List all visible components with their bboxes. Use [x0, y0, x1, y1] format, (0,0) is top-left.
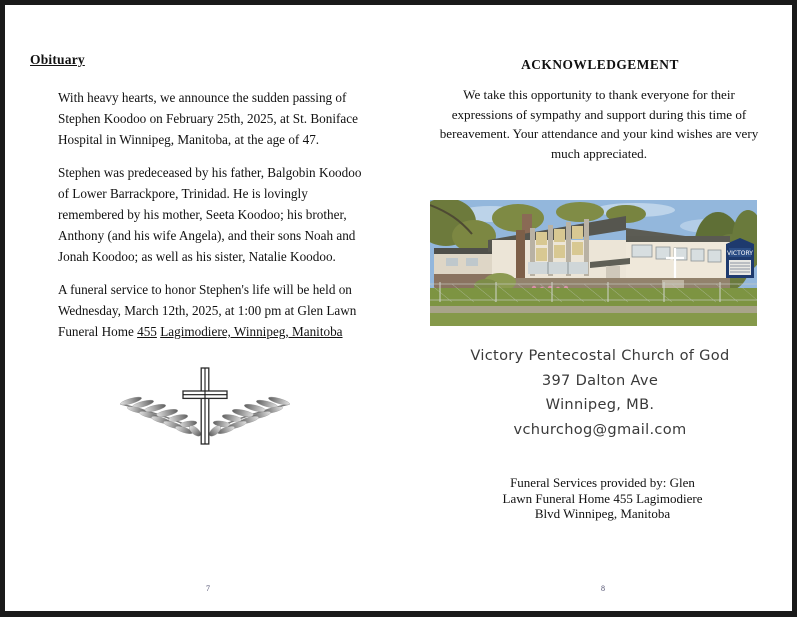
right-page	[403, 5, 797, 611]
acknowledgement-heading: ACKNOWLEDGEMENT	[521, 57, 679, 72]
obituary-paragraph: Stephen was predeceased by his father, Balgobin Koodoo of Lower Barrackpore, Trinidad. He is lovingly remembered by his mother, Seeta Koodoo; his brother, Anthony (and his wife Angela), and their sons Noah and Jonah Koodoo; as well as his sister, Natalie Koodoo.	[58, 164, 362, 265]
church-street: 397 Dalton Ave	[541, 371, 659, 389]
laurel-branch-right	[207, 395, 290, 438]
laurel-branch-left	[120, 395, 203, 438]
page-number-right: 8	[601, 584, 605, 593]
service-lead-text: A funeral service to honor Stephen's life will be held on Wednesday, March 12th, 2025, at 1:00 pm at Glen Lawn Funeral Home	[58, 281, 357, 340]
service-address: Lagimodiere, Winnipeg, Manitoba	[160, 324, 343, 340]
church-photo	[430, 200, 757, 326]
church-name: Victory Pentecostal Church of God	[470, 347, 730, 364]
funeral-services-note: Funeral Services provided by: Glen Lawn Funeral Home 455 Lagimodiere Blvd Winnipeg, Manitoba	[502, 475, 703, 522]
acknowledgement-body: We take this opportunity to thank everyone for their expressions of sympathy and support during this time of bereavement. Your attendance and your kind wishes are very much appreciated.	[439, 87, 759, 161]
obituary-service-paragraph	[58, 279, 364, 343]
church-sign	[726, 238, 754, 278]
obituary-body	[58, 87, 364, 342]
church-contact-block	[413, 344, 787, 442]
service-street-number: 455	[137, 324, 157, 340]
cross-laurel-ornament-icon	[115, 360, 295, 450]
church-city: Winnipeg, MB.	[545, 396, 655, 413]
left-page	[5, 5, 403, 611]
page-number-left: 7	[206, 584, 210, 593]
obituary-paragraph: With heavy hearts, we announce the sudden passing of Stephen Koodoo on February 25th, 2025, at St. Boniface Hospital in Winnipeg, Manitoba, at the age of 47.	[58, 90, 358, 148]
obituary-heading: Obituary	[30, 52, 85, 67]
svg-text:VICTORY: VICTORY	[727, 250, 753, 257]
church-email: vchurchog@gmail.com	[513, 420, 687, 438]
